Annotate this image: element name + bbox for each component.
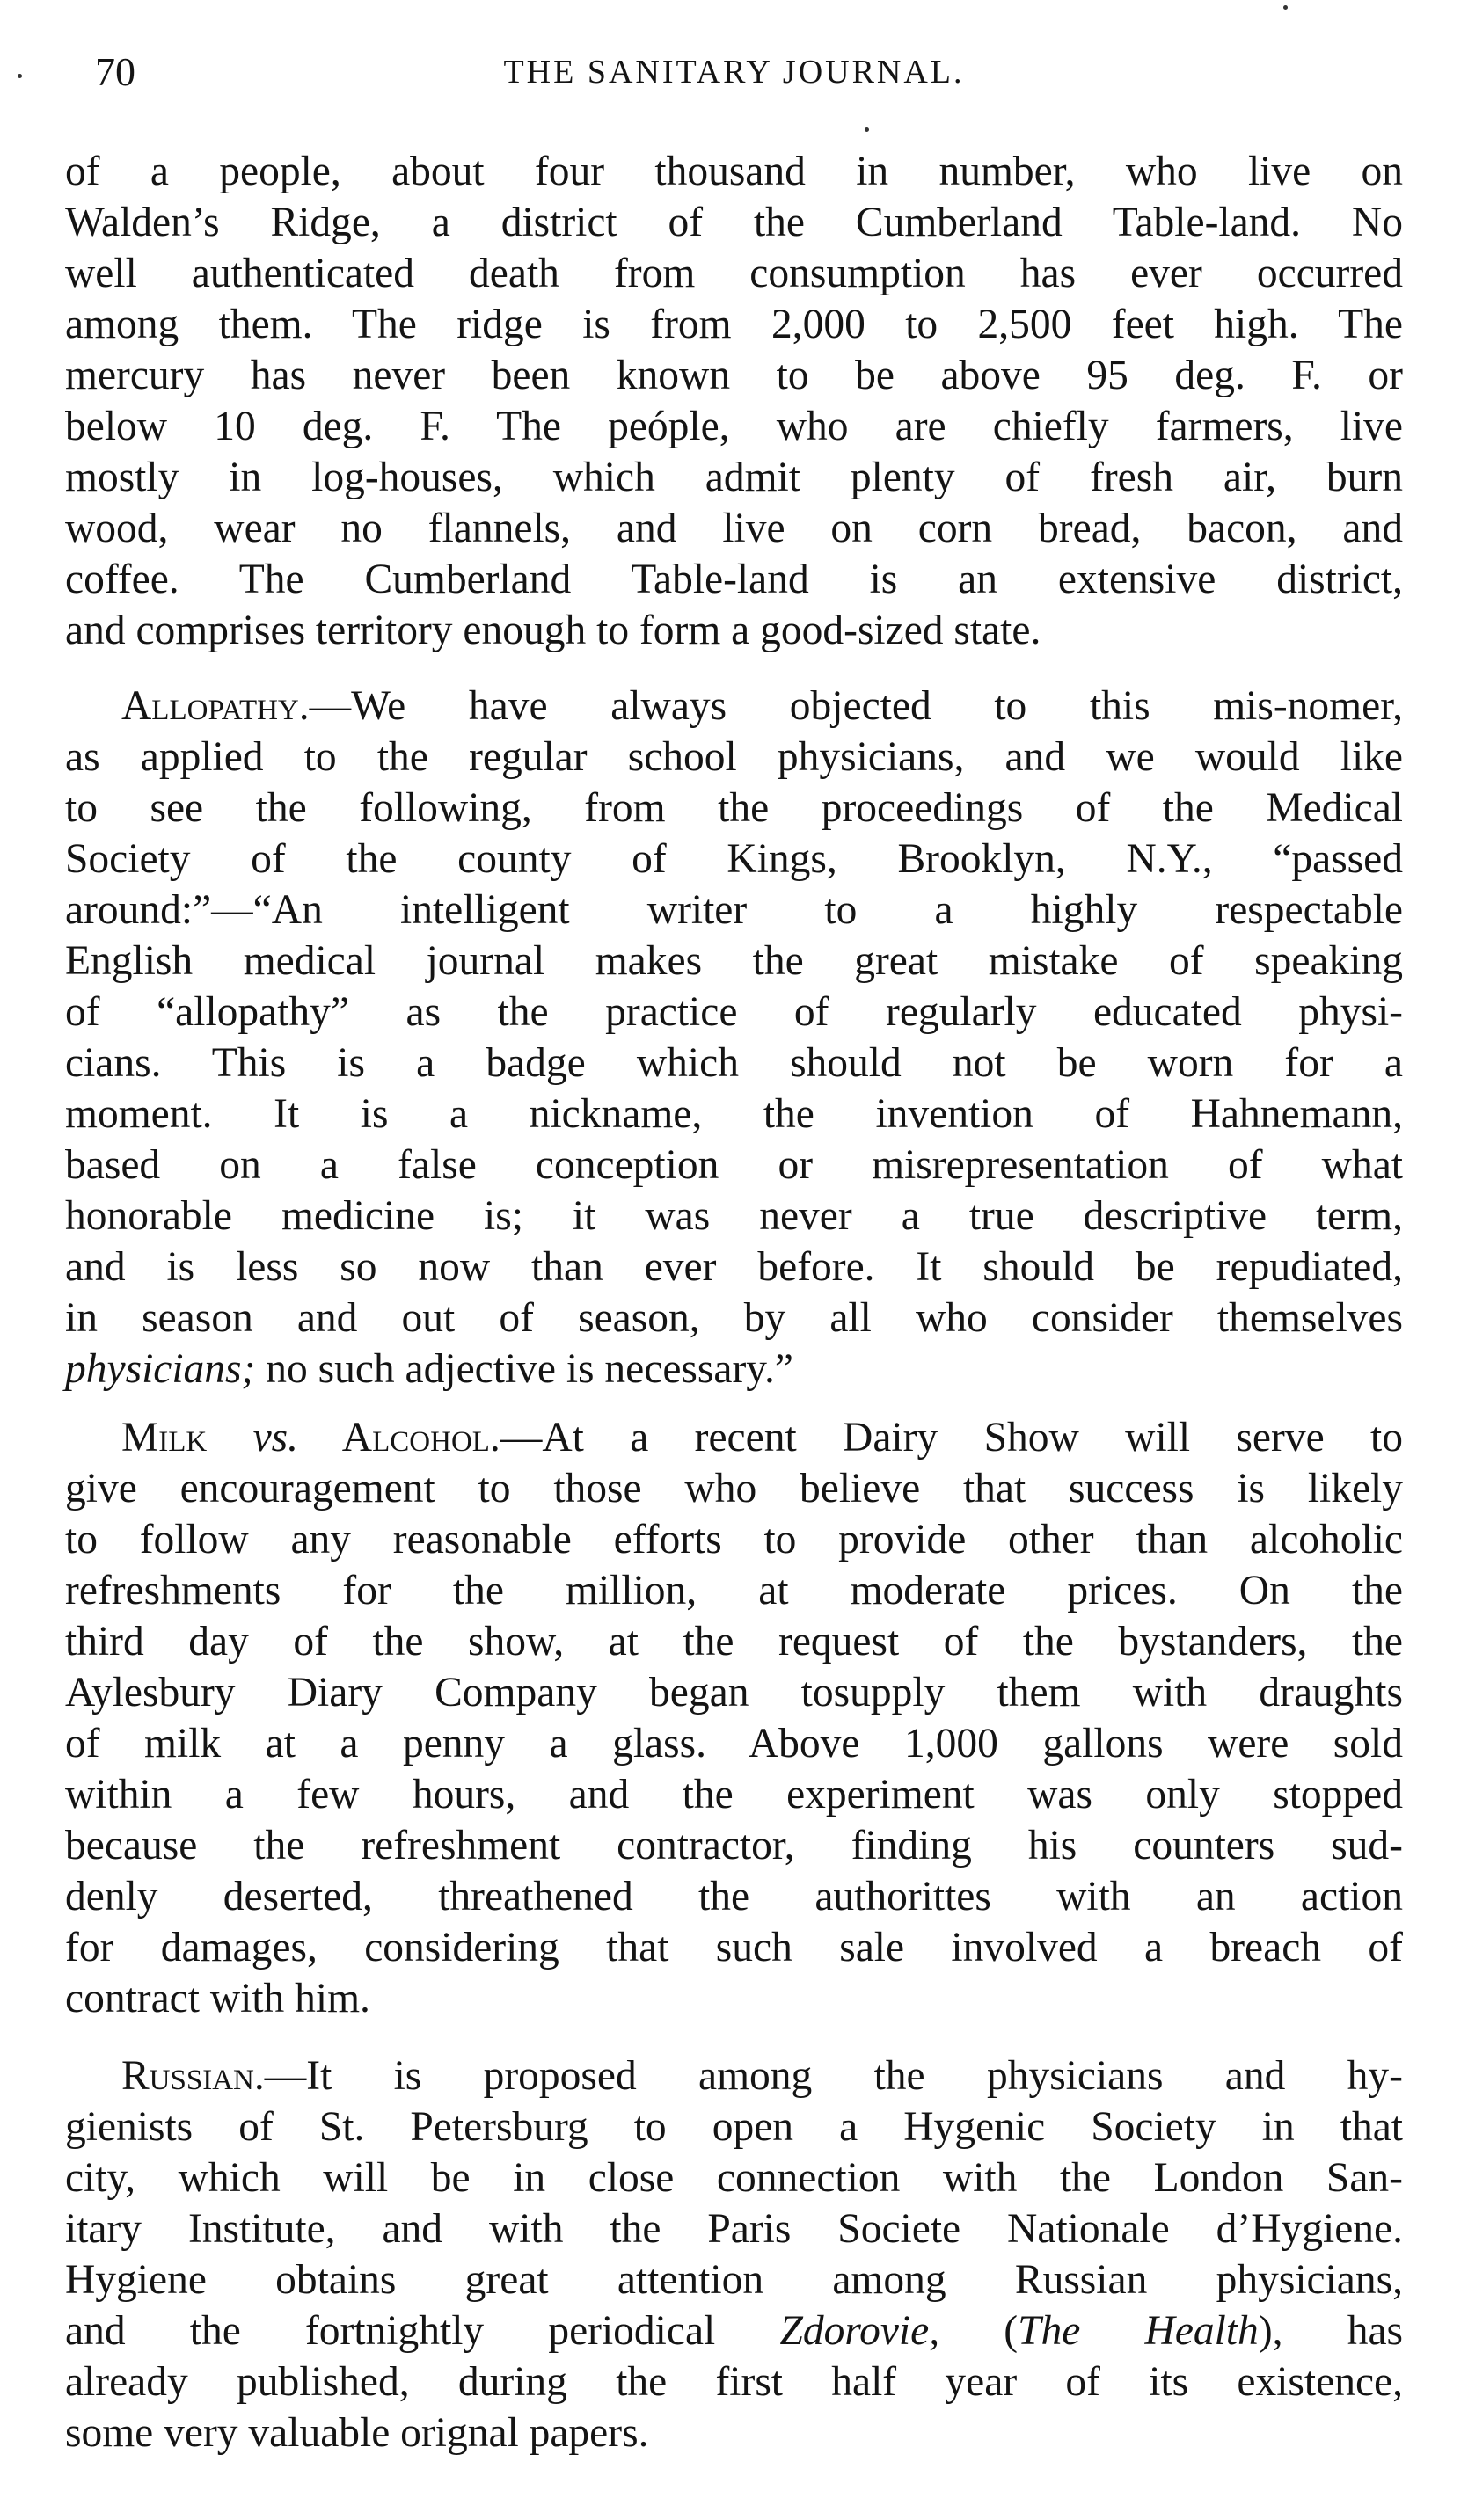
- text-line: for damages, considering that such sale involved a breach of: [65, 1925, 1403, 1970]
- section-heading-milk: Milk: [121, 1415, 253, 1460]
- page-number: 70: [95, 49, 135, 94]
- section-heading-russian: Russian.: [121, 2053, 265, 2099]
- text-line: itary Institute, and with the Paris Societe Nationale d’Hygiene.: [65, 2206, 1403, 2252]
- text-line: already published, during the first half year of its existence,: [65, 2359, 1403, 2405]
- margin-speck: [18, 74, 22, 78]
- text-line: because the refreshment contractor, finding his counters sud-: [65, 1823, 1403, 1868]
- text-line: well authenticated death from consumption has ever occurred: [65, 251, 1403, 296]
- text-line: in season and out of season, by all who consider themselves: [65, 1295, 1403, 1341]
- paragraph-consumption: [65, 146, 1403, 656]
- paragraph-milk-vs-alcohol: [65, 1412, 1403, 2024]
- text-line: cians. This is a badge which should not be worn for a: [65, 1040, 1403, 1086]
- text-line: mostly in log-houses, which admit plenty of fresh air, burn: [65, 455, 1403, 500]
- text-line: and comprises territory enough to form a good-sized state.: [65, 608, 1041, 653]
- text-line: of milk at a penny a glass. Above 1,000 gallons were sold: [65, 1721, 1403, 1766]
- paragraph-allopathy: [65, 681, 1403, 1395]
- text-line: of a people, about four thousand in number, who live on: [65, 149, 1403, 194]
- text-line: city, which will be in close connection with the London San-: [65, 2155, 1403, 2201]
- text-line: within a few hours, and the experiment was only stopped: [65, 1772, 1403, 1817]
- margin-speck: [865, 127, 869, 132]
- text-line: honorable medicine is; it was never a true descriptive term,: [65, 1193, 1403, 1239]
- text-line: of “allopathy” as the practice of regularly educated physi-: [65, 989, 1403, 1035]
- text-line: denly deserted, threathened the authorittes with an action: [65, 1874, 1403, 1919]
- section-heading-vs: vs.: [252, 1415, 299, 1460]
- text-line: as applied to the regular school physicians, and we would like: [65, 734, 1403, 780]
- text-run: (: [939, 2308, 1019, 2354]
- text-run: and the fortnightly periodical: [65, 2308, 780, 2354]
- text-line: around:”—“An intelligent writer to a highly respectable: [65, 887, 1403, 933]
- text-line: give encouragement to those who believe that success is likely: [65, 1466, 1403, 1511]
- text-line: some very valuable orignal papers.: [65, 2410, 649, 2456]
- text-run: —We have always objected to this mis-nomer,: [309, 683, 1403, 729]
- section-heading-allopathy: Allopathy.: [121, 683, 310, 729]
- text-run: ), has: [1258, 2308, 1404, 2354]
- text-run: —At a recent Dairy Show will serve to: [500, 1415, 1403, 1460]
- text-run-italic: The Health: [1018, 2308, 1259, 2354]
- text-line: [65, 2305, 1403, 2356]
- text-line: third day of the show, at the request of the bystanders, the: [65, 1619, 1403, 1664]
- section-heading-alcohol: Alcohol.: [298, 1415, 500, 1460]
- margin-speck: [1283, 5, 1288, 10]
- text-line: wood, wear no flannels, and live on corn bread, bacon, and: [65, 506, 1403, 551]
- text-line: Society of the county of Kings, Brooklyn, N.Y., “passed: [65, 836, 1403, 882]
- text-run: —It is proposed among the physicians and hy-: [264, 2053, 1403, 2099]
- text-line: refreshments for the million, at moderate prices. On the: [65, 1568, 1403, 1613]
- text-line: Aylesbury Diary Company began tosupply them with draughts: [65, 1670, 1403, 1715]
- text-line: moment. It is a nickname, the invention of Hahnemann,: [65, 1091, 1403, 1137]
- text-line: below 10 deg. F. The peóple, who are chiefly farmers, live: [65, 404, 1403, 449]
- text-line: Hygiene obtains great attention among Russian physicians,: [65, 2257, 1403, 2303]
- text-line: and is less so now than ever before. It should be repudiated,: [65, 1244, 1403, 1290]
- text-line: contract with him.: [65, 1976, 370, 2021]
- running-head: THE SANITARY JOURNAL.: [503, 54, 965, 91]
- text-line: gienists of St. Petersburg to open a Hygenic Society in that: [65, 2104, 1403, 2150]
- text-line: [65, 1344, 1403, 1395]
- text-line: Walden’s Ridge, a district of the Cumberland Table-land. No: [65, 200, 1403, 245]
- text-line: coffee. The Cumberland Table-land is an extensive district,: [65, 557, 1403, 602]
- page-header: [0, 46, 1468, 98]
- text-run-italic: Zdorovie,: [779, 2308, 940, 2354]
- article-body: [65, 146, 1403, 2458]
- text-line: to see the following, from the proceedings of the Medical: [65, 785, 1403, 831]
- text-run-italic: physicians;: [65, 1346, 256, 1392]
- text-line: English medical journal makes the great mistake of speaking: [65, 938, 1403, 984]
- text-line: based on a false conception or misrepresentation of what: [65, 1142, 1403, 1188]
- text-line: among them. The ridge is from 2,000 to 2,500 feet high. The: [65, 302, 1403, 347]
- text-line: [65, 681, 1403, 732]
- text-line: mercury has never been known to be above 95 deg. F. or: [65, 353, 1403, 398]
- paragraph-russian: [65, 2050, 1403, 2458]
- text-line: [65, 1412, 1403, 1463]
- text-line: [65, 2050, 1403, 2101]
- text-line: to follow any reasonable efforts to provide other than alcoholic: [65, 1517, 1403, 1562]
- text-run: no such adjective is necessary.”: [255, 1346, 793, 1392]
